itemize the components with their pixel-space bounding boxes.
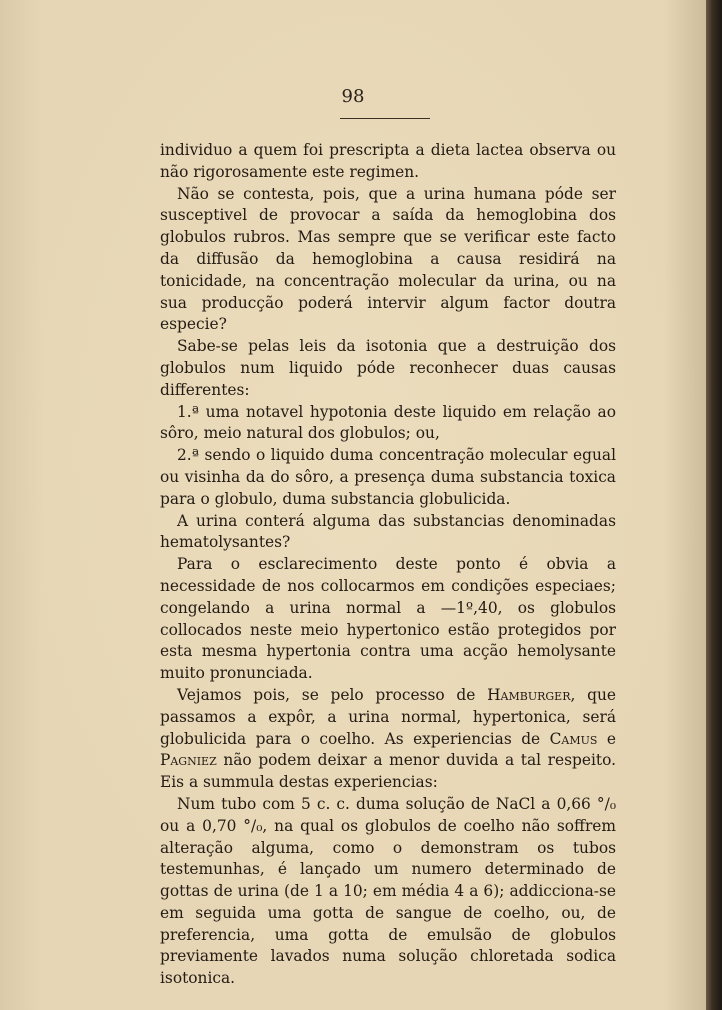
paragraph-4: 1.ª uma notavel hypotonia deste liquido em relação ao sôro, meio natural dos globulos; ou, bbox=[160, 402, 616, 443]
body-text bbox=[160, 140, 616, 990]
author-name-camus: Camus bbox=[549, 729, 598, 748]
paragraph-7: Para o esclarecimento deste ponto é obvia a necessidade de nos collocarmos em condições especiaes; congelando a urina normal a —1º,40, os globulos collocados neste meio hypertonico estão protegidos por esta mesma hypertonia contra uma acção hemolysante muito pronunciada. bbox=[160, 555, 616, 683]
paragraph-8-part-b: , que passamos a expôr, a urina normal, hypertonica, será globulicida para o coelho. As experiencias de bbox=[160, 685, 616, 748]
paragraph-5: 2.ª sendo o liquido duma concentração molecular egual ou visinha da do sôro, a presença duma substancia toxica para o globulo, duma substancia globulicida. bbox=[160, 446, 616, 508]
paragraph-8-part-c: e bbox=[597, 729, 616, 748]
header-rule bbox=[340, 118, 430, 119]
author-name-hamburger: Hamburger bbox=[487, 685, 571, 704]
paragraph-6: A urina conterá alguma das substancias denominadas hematolysantes? bbox=[160, 511, 616, 552]
paragraph-2: Não se contesta, pois, que a urina humana póde ser susceptivel de provocar a saída da hemoglobina dos globulos rubros. Mas sempre que se verificar este facto da diffusão da hemoglobina a causa residirá na tonicidade, na concentração molecular da urina, ou na sua producção poderá intervir algum factor doutra especie? bbox=[160, 184, 616, 334]
page-edge bbox=[706, 0, 722, 1010]
paragraph-8-part-a: Vejamos pois, se pelo processo de bbox=[177, 685, 488, 704]
author-name-pagniez: Pagniez bbox=[160, 751, 217, 770]
paragraph-9: Num tubo com 5 c. c. duma solução de NaCl a 0,66 °/₀ ou a 0,70 °/₀, na qual os globulos de coelho não soffrem alteração alguma, como o demonstram os tubos testemunhas, é lançado um numero determinado de gottas de urina (de 1 a 10; em média 4 a 6); addicciona-se em seguida uma gotta de sangue de coelho, ou, de preferencia, uma gotta de emulsão de globulos previamente lavados numa solução chloretada sodica isotonica. bbox=[160, 794, 616, 988]
paragraph-8-part-d: não podem deixar a menor duvida a tal respeito. Eis a summula destas experiencias: bbox=[160, 751, 616, 792]
page-number: 98 bbox=[341, 86, 365, 107]
paragraph-1: individuo a quem foi prescripta a dieta lactea observa ou não rigorosamente este regimen. bbox=[160, 141, 616, 181]
paragraph-3: Sabe-se pelas leis da isotonia que a destruição dos globulos num liquido póde reconhecer duas causas differentes: bbox=[160, 337, 616, 399]
paragraph-8 bbox=[160, 685, 616, 794]
